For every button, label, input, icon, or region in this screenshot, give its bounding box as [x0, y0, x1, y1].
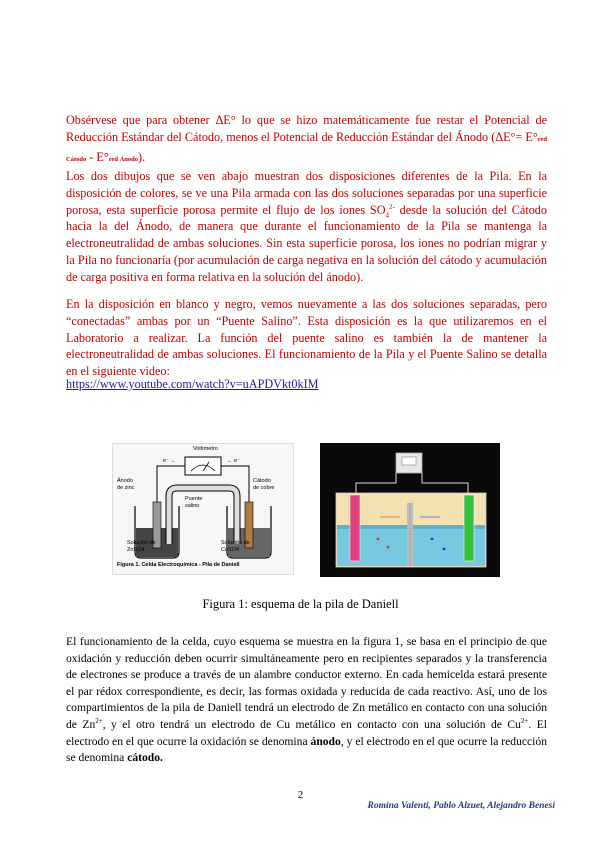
svg-text:e⁻ ←: e⁻ ← [163, 458, 176, 464]
anode-label-2: de zinc [117, 485, 135, 491]
youtube-link[interactable]: https://www.youtube.com/watch?v=uAPDVkt0kIM [66, 377, 319, 391]
salt-bridge-label-2: salino [185, 503, 200, 509]
page-number: 2 [297, 789, 304, 801]
paragraph-cell-operation: El funcionamiento de la celda, cuyo esquema se muestra en la figura 1, se basa en el principio de que oxidación y reducción deben ocurrir simultáneamente pero en recipientes separados y la transferencia de electrones se produce a través de un alambre conductor externo. En cada hemicelda estará presente el par rédox correspondiente, es decir, las formas oxidada y reducida de cada reactivo. Así, uno de los compartimientos de la pila de Daniell tendrá un electrodo de Zn metálico en contacto con una solución de $Zn^{2+}$, y el otro tendrá un electrodo de Cu metálico en contacto con una solución de $Cu^{2+}$. El electrodo en el que ocurre la oxidación se denomina ánodo, y el electrodo en el que ocurre la reducción se denomina cátodo. [66, 635, 547, 765]
paragraph-delta-e: Obsérvese que para obtener ΔE° lo que se hizo matemáticamente fue restar el Potencial de Reducción Estándar del Cátodo, menos el Potencial de Reducción Estándar del Ánodo (ΔE°= E°red Cátodo - E°red Ánodo). [66, 113, 547, 164]
salt-bridge-label: Puente [185, 496, 203, 502]
right-solution-label: Solución de [221, 540, 250, 546]
voltmeter-label: Voltímetro [193, 446, 218, 452]
svg-text:← e⁻: ← e⁻ [227, 458, 240, 464]
cathode-label: Cátodo [253, 478, 271, 484]
daniell-cell-bw-figure [112, 443, 294, 575]
figure-caption: Figura 1: esquema de la pila de Daniell [202, 597, 399, 611]
left-solution-label-2: ZnSO4 [127, 547, 145, 553]
left-solution-label: Solución de [127, 540, 156, 546]
authors-footer: Romina Valenti, Pablo Alzuet, Alejandro Benesi [367, 801, 555, 811]
paragraph-two-drawings: Los dos dibujos que se ven abajo muestran dos disposiciones diferentes de la Pila. En la disposición de colores, se ve una Pila armada con las dos soluciones separadas por una superficie porosa, esta superficie porosa permite el flujo de los iones $SO_4^{2-}$ desde la solución del Cátodo hacia la del Ánodo, de manera que durante el funcionamiento de la Pila se mantenga la electroneutralidad de ambas soluciones. Sin esta superficie porosa, los iones no podrían migrar y la Pila no funcionaría (por acumulación de carga negativa en la solución del cátodo y acumulación de carga positiva en forma relativa en la solución del ánodo). [66, 169, 547, 284]
daniell-cell-color-drawing [320, 443, 500, 577]
daniell-cell-color-figure [320, 443, 500, 577]
right-solution-label-2: CuSO4 [221, 547, 240, 553]
anode-label: Ánodo [117, 478, 133, 484]
figure-inner-caption: Figura 1. Celda Electroquímica - Pila de Daniell [117, 562, 240, 568]
paragraph-salt-bridge: En la disposición en blanco y negro, vemos nuevamente a las dos soluciones separadas, pero “conectadas” ambas por un “Puente Salino”. Esta disposición es la que utilizaremos en el Laboratorio a realizar. La función del puente salino es también la de mantener la electroneutralidad de ambas soluciones. El funcionamiento de la Pila y el Puente Salino se detalla en el siguiente video: [66, 297, 547, 379]
cathode-label-2: de cobre [253, 485, 275, 491]
daniell-cell-bw-drawing [113, 444, 293, 574]
